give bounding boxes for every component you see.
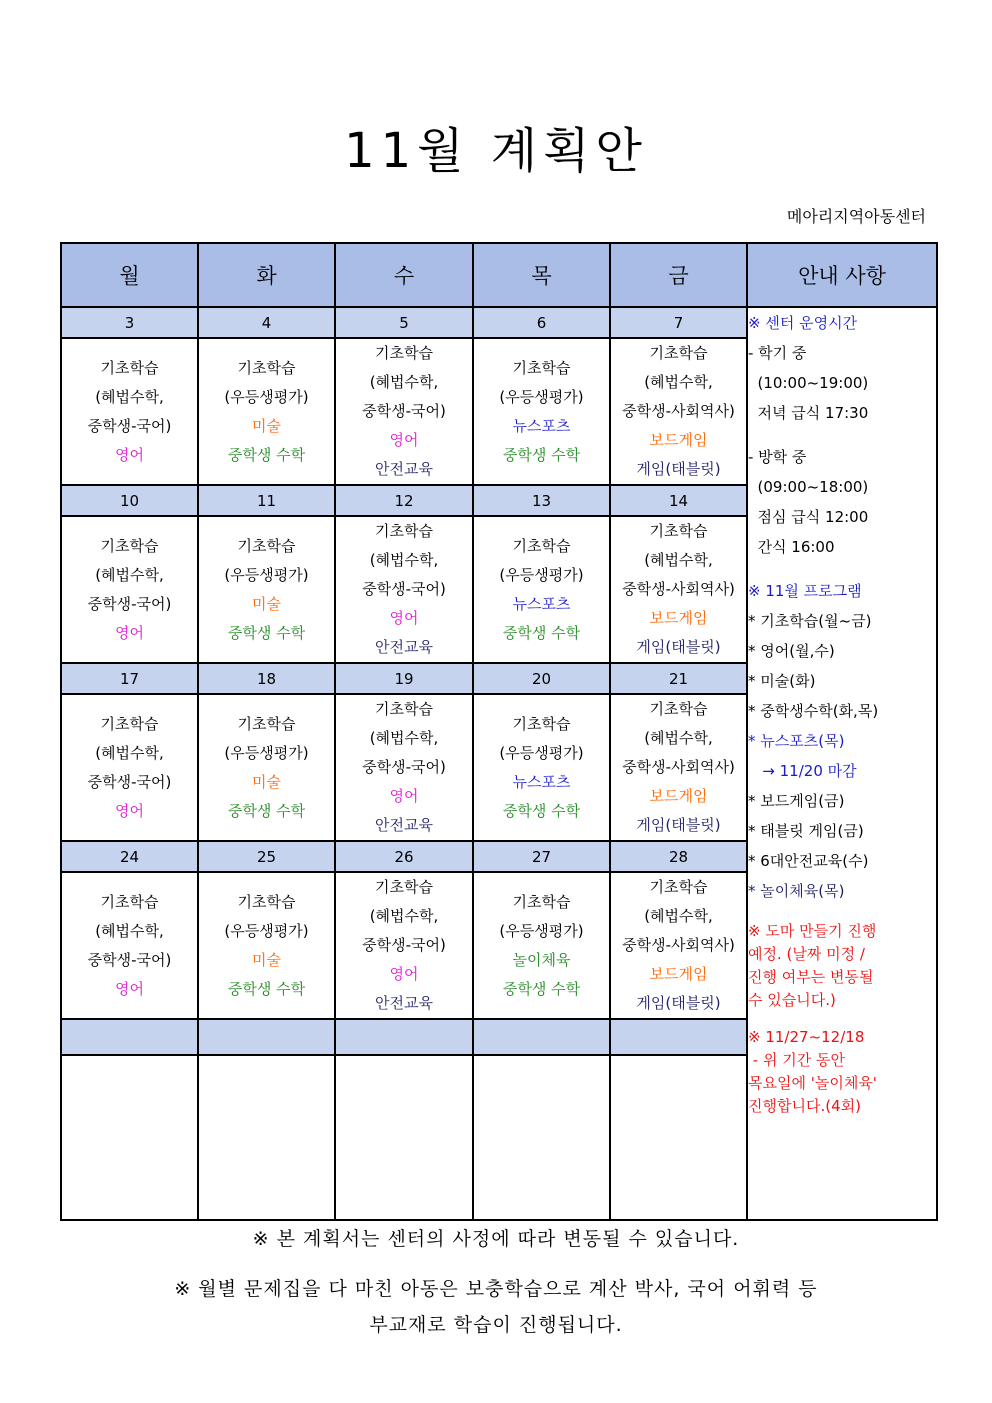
activity-item: 중학생 수학 bbox=[227, 979, 306, 998]
page-title: 11월 계획안 bbox=[344, 123, 648, 179]
activity-item: 기초학습 bbox=[375, 700, 433, 718]
notes-line: - 위 기간 동안 bbox=[748, 1051, 845, 1069]
date-cell-tuesday: 4 bbox=[198, 307, 335, 338]
activity-item: 기초학습 bbox=[649, 878, 708, 896]
date-cell-wednesday: 5 bbox=[335, 307, 473, 338]
activity-cell-monday bbox=[61, 516, 198, 663]
notes-line: * 중학생수학(화,목) bbox=[748, 702, 879, 720]
activity-item: 기초학습 bbox=[237, 358, 296, 377]
activity-item: 중학생-사회역사) bbox=[622, 402, 735, 420]
activity-item: 게임(태블릿) bbox=[636, 460, 721, 478]
date-cell-friday: 21 bbox=[610, 663, 747, 694]
empty-activity-cell bbox=[61, 1055, 198, 1220]
header-monday: 월 bbox=[61, 243, 198, 307]
activity-item: 기초학습 bbox=[375, 344, 433, 362]
empty-date-cell bbox=[61, 1019, 198, 1055]
activity-item: 중학생 수학 bbox=[502, 801, 581, 820]
header-notes: 안내 사항 bbox=[747, 243, 937, 307]
activity-item: 영어 bbox=[389, 431, 419, 449]
activity-item: 게임(태블릿) bbox=[636, 994, 721, 1012]
activity-item: 기초학습 bbox=[100, 892, 159, 911]
activity-item: 기초학습 bbox=[100, 358, 159, 377]
notes-line: ※ 도마 만들기 진행 bbox=[748, 922, 877, 940]
activity-cell-thursday bbox=[473, 338, 610, 485]
date-cell-monday: 10 bbox=[61, 485, 198, 516]
activity-item: 뉴스포츠 bbox=[512, 772, 571, 791]
date-cell-thursday: 27 bbox=[473, 841, 610, 872]
activity-item: 기초학습 bbox=[100, 536, 159, 555]
activity-item: 기초학습 bbox=[512, 536, 571, 555]
activity-item: 중학생-국어) bbox=[362, 580, 446, 598]
activity-item: (혜법수학, bbox=[95, 921, 164, 940]
activity-item: 영어 bbox=[389, 965, 419, 983]
activity-item: 중학생 수학 bbox=[502, 979, 581, 998]
notes-line: * 뉴스포츠(목) bbox=[748, 732, 845, 750]
notes-line: * 놀이체육(목) bbox=[748, 882, 845, 900]
notes-spacer bbox=[748, 428, 936, 442]
activity-item: 미술 bbox=[252, 416, 281, 435]
date-cell-thursday: 20 bbox=[473, 663, 610, 694]
notes-line: 수 있습니다.) bbox=[748, 991, 836, 1009]
header-row bbox=[61, 243, 937, 307]
activity-item: (혜법수학, bbox=[644, 373, 713, 391]
date-cell-thursday: 13 bbox=[473, 485, 610, 516]
footer-note-1: ※ 본 계획서는 센터의 사정에 따라 변동될 수 있습니다. bbox=[252, 1228, 740, 1250]
activity-item: (혜법수학, bbox=[644, 907, 713, 925]
activity-item: 중학생 수학 bbox=[227, 623, 306, 642]
date-cell-tuesday: 11 bbox=[198, 485, 335, 516]
activity-item: 기초학습 bbox=[237, 892, 296, 911]
date-cell-friday: 7 bbox=[610, 307, 747, 338]
empty-activity-cell bbox=[610, 1055, 747, 1220]
activity-item: 보드게임 bbox=[649, 431, 708, 449]
activity-item: 기초학습 bbox=[512, 714, 571, 733]
notes-line: * 6대안전교육(수) bbox=[748, 852, 869, 870]
activity-item: 안전교육 bbox=[375, 638, 433, 656]
activity-item: (혜법수학, bbox=[369, 907, 439, 925]
activity-item: 미술 bbox=[252, 772, 281, 791]
notes-line: * 기초학습(월~금) bbox=[748, 612, 872, 630]
date-cell-wednesday: 12 bbox=[335, 485, 473, 516]
notes-line: ※ 센터 운영시간 bbox=[748, 314, 858, 332]
notes-line: (10:00~19:00) bbox=[748, 374, 869, 392]
activity-cell-friday bbox=[610, 338, 747, 485]
activity-cell-monday bbox=[61, 694, 198, 841]
notes-line: 진행 여부는 변동될 bbox=[748, 968, 874, 986]
date-cell-friday: 28 bbox=[610, 841, 747, 872]
date-cell-monday: 17 bbox=[61, 663, 198, 694]
date-cell-wednesday: 26 bbox=[335, 841, 473, 872]
activity-item: 중학생-국어) bbox=[87, 772, 172, 791]
activity-item: 안전교육 bbox=[375, 994, 433, 1012]
activity-item: (우등생평가) bbox=[224, 921, 309, 940]
empty-activity-cell bbox=[198, 1055, 335, 1220]
organization-name: 메아리지역아동센터 bbox=[786, 207, 926, 226]
activity-cell-friday bbox=[610, 516, 747, 663]
activity-item: 게임(태블릿) bbox=[636, 638, 721, 656]
activity-item: 기초학습 bbox=[512, 358, 571, 377]
date-cell-thursday: 6 bbox=[473, 307, 610, 338]
activity-item: 기초학습 bbox=[512, 892, 571, 911]
activity-item: 중학생-사회역사) bbox=[622, 580, 735, 598]
notes-line: ※ 11/27~12/18 bbox=[748, 1028, 865, 1046]
activity-item: 영어 bbox=[389, 609, 419, 627]
empty-activity-cell bbox=[473, 1055, 610, 1220]
empty-date-cell bbox=[198, 1019, 335, 1055]
activity-item: 영어 bbox=[115, 979, 144, 998]
notes-line: * 태블릿 게임(금) bbox=[748, 822, 864, 840]
notes-line: (09:00~18:00) bbox=[748, 478, 869, 496]
activity-item: 기초학습 bbox=[649, 700, 708, 718]
activity-item: 중학생-사회역사) bbox=[622, 758, 735, 776]
activity-item: 기초학습 bbox=[375, 878, 433, 896]
activity-item: (우등생평가) bbox=[499, 387, 584, 406]
activity-item: (우등생평가) bbox=[499, 921, 584, 940]
activity-item: (혜법수학, bbox=[95, 743, 164, 762]
activity-item: (우등생평가) bbox=[224, 743, 309, 762]
activity-item: 중학생-사회역사) bbox=[622, 936, 735, 954]
activity-item: (우등생평가) bbox=[224, 565, 309, 584]
activity-item: 중학생-국어) bbox=[87, 416, 172, 435]
notes-line: * 영어(월,수) bbox=[748, 642, 835, 660]
activity-item: (우등생평가) bbox=[224, 387, 309, 406]
activity-item: 중학생 수학 bbox=[502, 623, 581, 642]
activity-item: 뉴스포츠 bbox=[512, 416, 571, 435]
activity-cell-friday bbox=[610, 872, 747, 1019]
activity-item: 영어 bbox=[115, 623, 144, 642]
activity-item: 게임(태블릿) bbox=[636, 816, 721, 834]
activity-cell-tuesday bbox=[198, 694, 335, 841]
header-thursday: 목 bbox=[473, 243, 610, 307]
activity-item: (우등생평가) bbox=[499, 565, 584, 584]
date-cell-friday: 14 bbox=[610, 485, 747, 516]
activity-item: 중학생 수학 bbox=[502, 445, 581, 464]
activity-cell-thursday bbox=[473, 872, 610, 1019]
header-wednesday: 수 bbox=[335, 243, 473, 307]
empty-date-cell bbox=[610, 1019, 747, 1055]
activity-item: 중학생-국어) bbox=[362, 402, 446, 420]
notes-cell bbox=[747, 307, 937, 1220]
activity-item: 중학생-국어) bbox=[87, 594, 172, 613]
notes-line: 예정. (날짜 미정 / bbox=[748, 945, 865, 963]
activity-item: (혜법수학, bbox=[644, 551, 713, 569]
date-cell-tuesday: 25 bbox=[198, 841, 335, 872]
date-cell-monday: 3 bbox=[61, 307, 198, 338]
empty-activity-cell bbox=[335, 1055, 473, 1220]
activity-item: 영어 bbox=[115, 445, 144, 464]
activity-cell-thursday bbox=[473, 694, 610, 841]
activity-cell-wednesday bbox=[335, 516, 473, 663]
notes-line: - 학기 중 bbox=[748, 344, 807, 362]
activity-item: 기초학습 bbox=[237, 536, 296, 555]
header-tuesday: 화 bbox=[198, 243, 335, 307]
activity-item: 보드게임 bbox=[649, 787, 708, 805]
date-cell-wednesday: 19 bbox=[335, 663, 473, 694]
activity-item: (우등생평가) bbox=[499, 743, 584, 762]
activity-item: 뉴스포츠 bbox=[512, 594, 571, 613]
activity-item: 기초학습 bbox=[100, 714, 159, 733]
activity-cell-wednesday bbox=[335, 872, 473, 1019]
notes-line: * 보드게임(금) bbox=[748, 792, 845, 810]
activity-item: 중학생-국어) bbox=[362, 936, 446, 954]
date-row bbox=[61, 307, 937, 338]
activity-cell-tuesday bbox=[198, 338, 335, 485]
notes-line: 진행합니다.(4회) bbox=[748, 1097, 861, 1115]
empty-date-cell bbox=[335, 1019, 473, 1055]
footer-note-3: 부교재로 학습이 진행됩니다. bbox=[369, 1314, 623, 1336]
activity-item: 중학생 수학 bbox=[227, 445, 306, 464]
notes-spacer bbox=[748, 562, 936, 576]
activity-cell-monday bbox=[61, 872, 198, 1019]
activity-item: (혜법수학, bbox=[95, 565, 164, 584]
activity-cell-wednesday bbox=[335, 338, 473, 485]
activity-item: 미술 bbox=[252, 950, 281, 969]
footer-note-2: ※ 월별 문제집을 다 마친 아동은 보충학습으로 계산 박사, 국어 어휘력 등 bbox=[174, 1278, 818, 1300]
notes-line: 간식 16:00 bbox=[748, 538, 835, 556]
notes-line: 저녁 급식 17:30 bbox=[748, 404, 869, 422]
activity-item: 영어 bbox=[389, 787, 419, 805]
activity-item: 보드게임 bbox=[649, 609, 708, 627]
activity-item: 기초학습 bbox=[375, 522, 433, 540]
activity-item: 기초학습 bbox=[237, 714, 296, 733]
activity-item: 놀이체육 bbox=[512, 950, 571, 969]
activity-cell-wednesday bbox=[335, 694, 473, 841]
activity-item: (혜법수학, bbox=[95, 387, 164, 406]
notes-spacer bbox=[748, 906, 936, 920]
monthly-plan-table bbox=[60, 242, 938, 1221]
activity-cell-thursday bbox=[473, 516, 610, 663]
notes-line: 목요일에 '놀이체육' bbox=[748, 1074, 877, 1092]
date-cell-tuesday: 18 bbox=[198, 663, 335, 694]
activity-item: 중학생 수학 bbox=[227, 801, 306, 820]
activity-item: 기초학습 bbox=[649, 344, 708, 362]
activity-item: 안전교육 bbox=[375, 816, 433, 834]
notes-line: - 방학 중 bbox=[748, 448, 807, 466]
activity-item: (혜법수학, bbox=[644, 729, 713, 747]
activity-item: 보드게임 bbox=[649, 965, 708, 983]
notes-line: * 미술(화) bbox=[748, 672, 816, 690]
activity-cell-monday bbox=[61, 338, 198, 485]
activity-item: 안전교육 bbox=[375, 460, 433, 478]
activity-item: 기초학습 bbox=[649, 522, 708, 540]
activity-cell-tuesday bbox=[198, 872, 335, 1019]
activity-item: 중학생-국어) bbox=[87, 950, 172, 969]
activity-cell-tuesday bbox=[198, 516, 335, 663]
date-cell-monday: 24 bbox=[61, 841, 198, 872]
activity-item: 미술 bbox=[252, 594, 281, 613]
activity-cell-friday bbox=[610, 694, 747, 841]
activity-item: (혜법수학, bbox=[369, 373, 439, 391]
activity-item: 중학생-국어) bbox=[362, 758, 446, 776]
notes-spacer bbox=[748, 1012, 936, 1026]
activity-item: (혜법수학, bbox=[369, 551, 439, 569]
empty-date-cell bbox=[473, 1019, 610, 1055]
notes-line: → 11/20 마감 bbox=[748, 762, 857, 780]
activity-item: (혜법수학, bbox=[369, 729, 439, 747]
header-friday: 금 bbox=[610, 243, 747, 307]
notes-line: 점심 급식 12:00 bbox=[748, 508, 869, 526]
activity-item: 영어 bbox=[115, 801, 144, 820]
notes-line: ※ 11월 프로그램 bbox=[748, 582, 862, 600]
